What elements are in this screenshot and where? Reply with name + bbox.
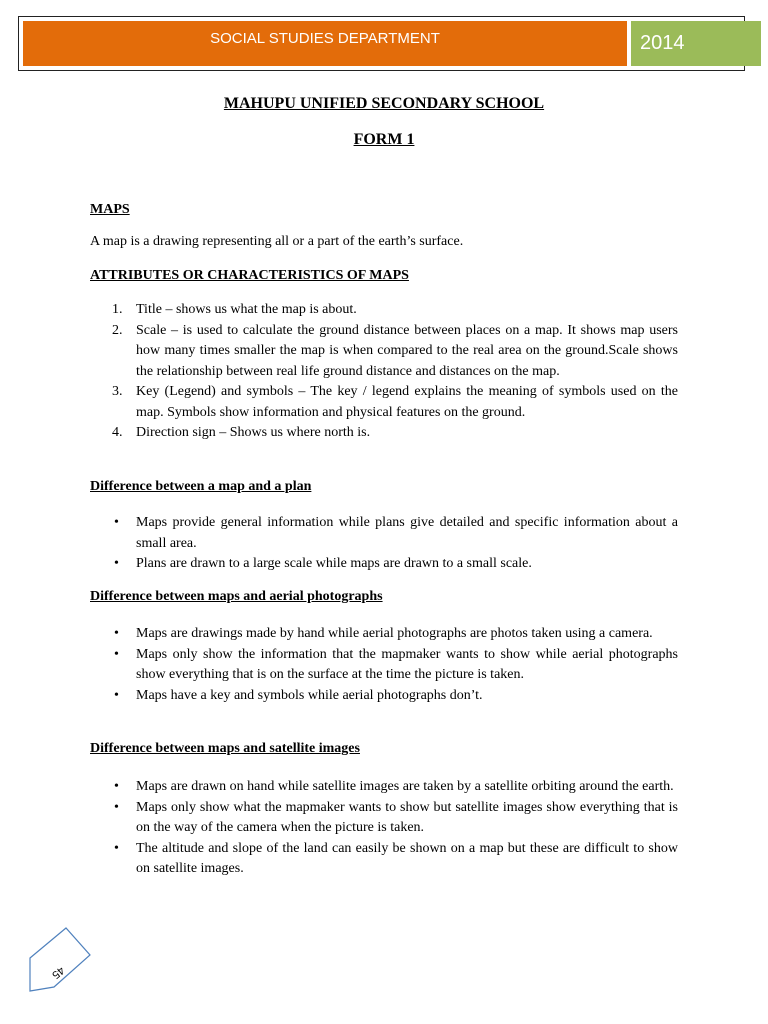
year-label: 2014 [631,21,761,66]
page-number: 45 [49,963,67,981]
header-banner [18,16,745,71]
list-item: 4. Direction sign – Shows us where north is. [112,425,371,440]
maps-heading: MAPS [90,202,130,217]
list-item: • Plans are drawn to a large scale while maps are drawn to a small scale. [114,556,532,571]
list-item: • Maps are drawings made by hand while aerial photographs are photos taken using a camera. [114,626,653,641]
map-vs-satellite-list [90,777,678,880]
map-vs-aerial-heading: Difference between maps and aerial photographs [90,589,383,604]
map-vs-satellite-heading: Difference between maps and satellite images [90,741,360,756]
page-number-tag [22,925,102,1000]
map-vs-aerial-list [90,624,678,706]
list-item: • Maps have a key and symbols while aerial photographs don’t. [114,687,483,703]
list-item: 2. Scale – is used to calculate the ground distance between places on a map. It shows map users how many times smaller the map is when compared to the real area on the ground.Scale shows the relationship between real life ground distance and distances on the map. [112,322,678,379]
page-tag-shape [30,928,90,991]
form-title: FORM 1 [353,131,415,148]
department-label: SOCIAL STUDIES DEPARTMENT [23,21,627,66]
list-item: • The altitude and slope of the land can easily be shown on a map but these are difficult to show on satellite images. [114,840,678,876]
map-vs-plan-heading: Difference between a map and a plan [90,479,312,494]
attributes-list [90,300,678,444]
maps-definition: A map is a drawing representing all or a part of the earth’s surface. [90,234,464,249]
list-item: 3. Key (Legend) and symbols – The key / legend explains the meaning of symbols used on the map. Symbols show information and physical features on the ground. [112,384,678,420]
school-title: MAHUPU UNIFIED SECONDARY SCHOOL [223,95,545,112]
list-item: • Maps only show what the mapmaker wants to show but satellite images show everything that is on the way of the camera when the picture is taken. [114,799,678,835]
list-item: 1. Title – shows us what the map is about. [112,302,357,317]
list-item: • Maps provide general information while plans give detailed and specific information about a small area. [114,515,678,551]
list-item: • Maps are drawn on hand while satellite images are taken by a satellite orbiting around the earth. [114,779,674,794]
map-vs-plan-list [90,513,678,575]
attributes-heading: ATTRIBUTES OR CHARACTERISTICS OF MAPS [90,268,409,283]
list-item: • Maps only show the information that the mapmaker wants to show while aerial photographs show everything that is on the surface at the time the picture is taken. [114,646,678,682]
